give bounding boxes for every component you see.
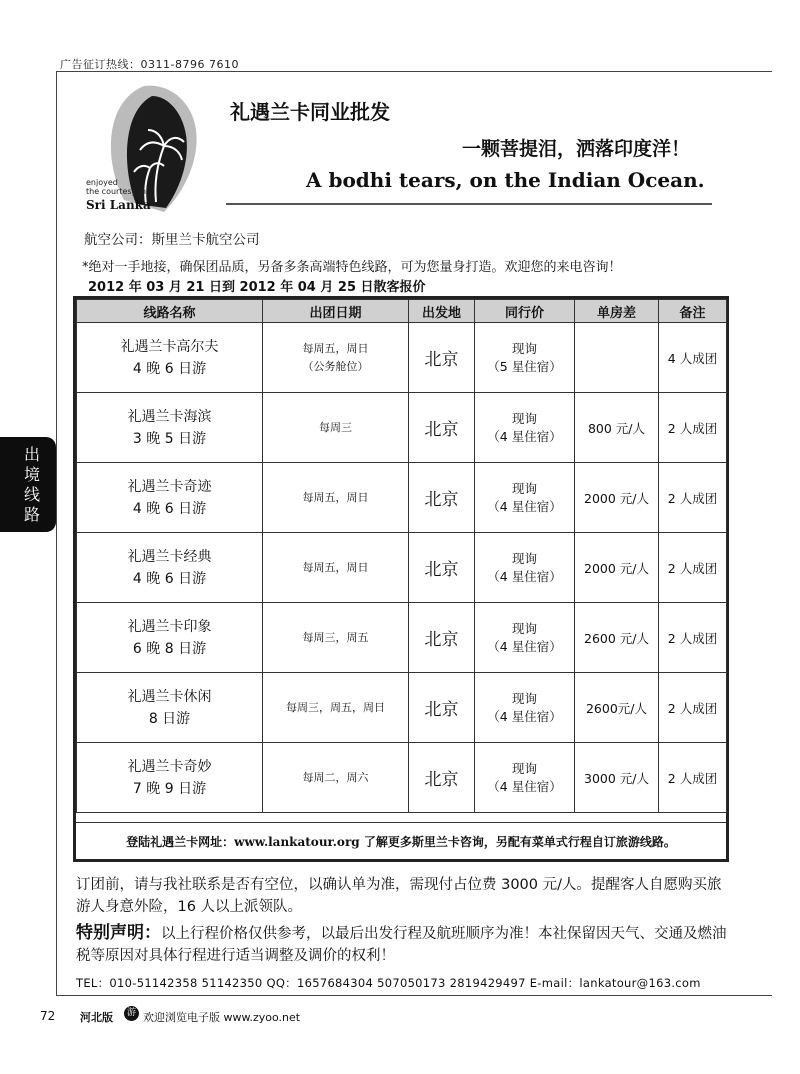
booking-notice: 订团前，请与我社联系是否有空位，以确认单为准，需现付占位费 3000 元/人。提醒客人自愿购买旅游人身意外险，16 人以上派领队。 <box>76 877 722 915</box>
origin: 北京 <box>409 323 475 393</box>
section-tab-outbound-routes: 出境线路 <box>0 437 56 532</box>
single-supplement: 2000 元/人 <box>575 533 659 603</box>
trade-price: 现询 （4 星住宿） <box>475 743 575 813</box>
table-row <box>77 533 727 603</box>
note: 2 人成团 <box>659 393 727 463</box>
col-header-date: 出团日期 <box>263 300 409 323</box>
departure-days: 每周五，周日 <box>263 533 409 603</box>
note: 2 人成团 <box>659 533 727 603</box>
route-name: 礼遇兰卡海滨 3 晚 5 日游 <box>77 393 263 463</box>
special-statement-text: 以上行程价格仅供参考，以最后出发行程及航班顺序为准！本社保留因天气、交通及燃油税等原因对具体行程进行适当调整及调价的权利！ <box>76 926 727 964</box>
route-name: 礼遇兰卡奇迹 4 晚 6 日游 <box>77 463 263 533</box>
route-name: 礼遇兰卡高尔夫 4 晚 6 日游 <box>77 323 263 393</box>
departure-days: 每周三 <box>263 393 409 463</box>
trade-price: 现询 （4 星住宿） <box>475 533 575 603</box>
route-table-frame <box>73 296 729 862</box>
note: 2 人成团 <box>659 673 727 743</box>
single-supplement <box>575 323 659 393</box>
single-supplement: 2000 元/人 <box>575 463 659 533</box>
price-period: 2012 年 03 月 21 日到 2012 年 04 月 25 日散客报价 <box>88 280 426 295</box>
note: 2 人成团 <box>659 743 727 813</box>
intro-text: *绝对一手地接，确保团品质，另备多条高端特色线路，可为您量身打造。欢迎您的来电咨询！ <box>82 260 622 275</box>
edition-label: 河北版 <box>80 1011 113 1024</box>
bottom-rule <box>56 995 772 996</box>
note: 2 人成团 <box>659 463 727 533</box>
table-row <box>77 743 727 813</box>
col-header-route: 线路名称 <box>77 300 263 323</box>
origin: 北京 <box>409 743 475 813</box>
table-row <box>77 463 727 533</box>
col-header-origin: 出发地 <box>409 300 475 323</box>
ad-hotline: 广告征订热线：0311-8796 7610 <box>60 58 239 71</box>
origin: 北京 <box>409 673 475 743</box>
departure-days: 每周三，周五，周日 <box>263 673 409 743</box>
departure-days: 每周五，周日 （公务舱位） <box>263 323 409 393</box>
trade-price: 现询 （5 星住宿） <box>475 323 575 393</box>
table-header-row <box>77 300 727 323</box>
col-header-note: 备注 <box>659 300 727 323</box>
route-name: 礼遇兰卡奇妙 7 晚 9 日游 <box>77 743 263 813</box>
contact-line: TEL：010-51142358 51142350 QQ：1657684304 507050173 2819429497 E-mail：lankatour@163.com <box>76 976 701 990</box>
table-row <box>77 323 727 393</box>
left-rule <box>56 71 57 996</box>
route-name: 礼遇兰卡印象 6 晚 8 日游 <box>77 603 263 673</box>
airline-info: 航空公司：斯里兰卡航空公司 <box>84 232 260 248</box>
note: 2 人成团 <box>659 603 727 673</box>
single-supplement: 3000 元/人 <box>575 743 659 813</box>
trade-price: 现询 （4 星住宿） <box>475 393 575 463</box>
col-header-price: 同行价 <box>475 300 575 323</box>
departure-days: 每周三，周五 <box>263 603 409 673</box>
website-banner: 登陆礼遇兰卡网址：www.lankatour.org 了解更多斯里兰卡咨询，另配有菜单式行程自订旅游线路。 <box>76 822 726 861</box>
logo-tagline: enjoyed the courtesy in <box>86 178 147 196</box>
slogan-en: A bodhi tears, on the Indian Ocean. <box>306 168 705 192</box>
trade-price: 现询 （4 星住宿） <box>475 673 575 743</box>
special-statement <box>76 922 736 967</box>
route-table <box>76 299 727 813</box>
departure-days: 每周五，周日 <box>263 463 409 533</box>
col-header-single: 单房差 <box>575 300 659 323</box>
logo-brand: Sri Lanka <box>86 198 151 212</box>
origin: 北京 <box>409 603 475 673</box>
table-row <box>77 603 727 673</box>
note: 4 人成团 <box>659 323 727 393</box>
slogan-cn: 一颗菩提泪，洒落印度洋！ <box>462 138 691 160</box>
single-supplement: 2600 元/人 <box>575 603 659 673</box>
page-title: 礼遇兰卡同业批发 <box>230 100 390 124</box>
top-rule <box>56 71 772 72</box>
origin: 北京 <box>409 393 475 463</box>
route-name: 礼遇兰卡休闲 8 日游 <box>77 673 263 743</box>
single-supplement: 800 元/人 <box>575 393 659 463</box>
route-name: 礼遇兰卡经典 4 晚 6 日游 <box>77 533 263 603</box>
special-statement-label: 特别声明： <box>76 923 161 943</box>
trade-price: 现询 （4 星住宿） <box>475 603 575 673</box>
trade-price: 现询 （4 星住宿） <box>475 463 575 533</box>
footer-promo: 欢迎浏览电子版 www.zyoo.net <box>143 1011 301 1024</box>
magazine-logo-icon: 游 <box>124 1006 139 1021</box>
header-rule <box>226 203 712 205</box>
table-row <box>77 673 727 743</box>
departure-days: 每周二，周六 <box>263 743 409 813</box>
origin: 北京 <box>409 463 475 533</box>
origin: 北京 <box>409 533 475 603</box>
single-supplement: 2600元/人 <box>575 673 659 743</box>
page-number: 72 <box>40 1009 56 1023</box>
table-row <box>77 393 727 463</box>
